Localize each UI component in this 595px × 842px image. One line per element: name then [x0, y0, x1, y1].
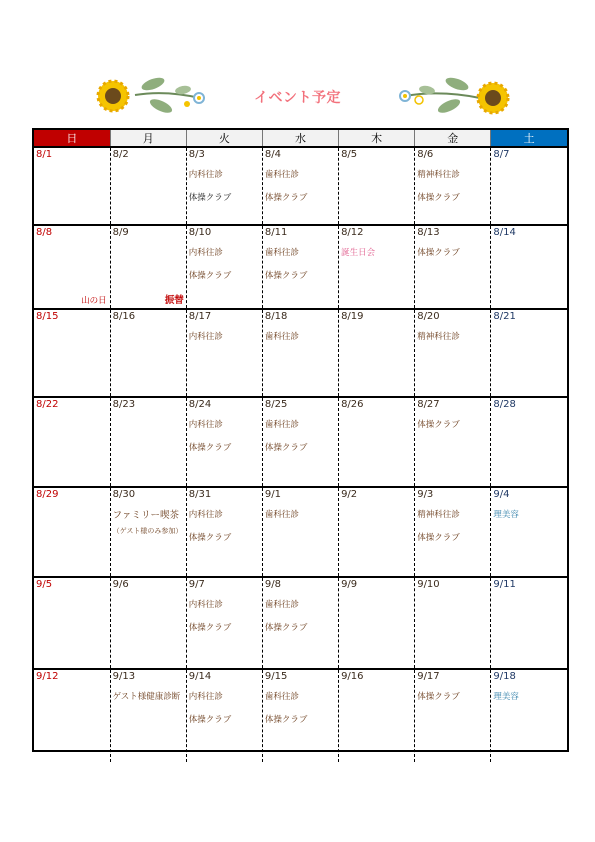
day-cell[interactable] [110, 147, 186, 225]
day-cell[interactable] [415, 487, 491, 577]
week-row [34, 225, 567, 309]
event-label: 体操クラブ [188, 193, 232, 203]
day-cell[interactable] [110, 577, 186, 669]
event-label: 内科往診 [188, 420, 223, 430]
event-label: 体操クラブ [264, 193, 308, 203]
event-label: 体操クラブ [188, 443, 232, 453]
event-label: 精神科往診 [417, 332, 460, 342]
calendar [32, 128, 569, 752]
date-label: 9/3 [417, 489, 434, 500]
day-cell[interactable] [339, 577, 415, 669]
date-label: 9/10 [417, 579, 440, 590]
date-label: 8/13 [417, 227, 440, 238]
day-cell[interactable] [339, 487, 415, 577]
event-label: （ゲスト様のみ参加） [112, 527, 183, 535]
date-label: 9/16 [341, 671, 364, 682]
week-row [34, 669, 567, 762]
date-label: 9/18 [493, 671, 516, 682]
date-label: 9/2 [341, 489, 358, 500]
day-cell[interactable] [262, 225, 338, 309]
week-row [34, 309, 567, 397]
week-row [34, 397, 567, 487]
day-cell[interactable] [415, 669, 491, 762]
weekday-sunday: 日 [34, 130, 110, 147]
date-label: 8/21 [493, 311, 516, 322]
date-label: 8/3 [188, 149, 205, 160]
event-label: 内科往診 [188, 332, 223, 342]
day-cell[interactable] [339, 309, 415, 397]
date-label: 8/7 [493, 149, 510, 160]
event-label: 内科往診 [188, 600, 223, 610]
date-label: 9/11 [493, 579, 516, 590]
holiday-label: 振替 [164, 295, 184, 306]
day-cell[interactable] [186, 397, 262, 487]
day-cell[interactable] [34, 147, 110, 225]
calendar-table [34, 130, 567, 762]
day-cell[interactable] [34, 397, 110, 487]
date-label: 8/15 [36, 311, 59, 322]
day-cell[interactable] [262, 309, 338, 397]
date-label: 8/19 [341, 311, 364, 322]
day-cell[interactable] [110, 309, 186, 397]
day-cell[interactable] [262, 397, 338, 487]
event-label: 理美容 [493, 510, 519, 520]
event-label: 体操クラブ [417, 248, 460, 258]
week-row [34, 147, 567, 225]
day-cell[interactable] [110, 225, 186, 309]
date-label: 9/7 [188, 579, 205, 590]
day-cell[interactable] [491, 147, 567, 225]
day-cell[interactable] [415, 309, 491, 397]
date-label: 9/17 [417, 671, 440, 682]
date-label: 8/17 [188, 311, 212, 322]
date-label: 8/10 [188, 227, 212, 238]
day-cell[interactable] [415, 147, 491, 225]
day-cell[interactable] [110, 487, 186, 577]
day-cell[interactable] [34, 309, 110, 397]
holiday-label: 山の日 [81, 296, 107, 306]
day-cell[interactable] [34, 225, 110, 309]
weekday-saturday: 土 [491, 130, 567, 147]
day-cell[interactable] [491, 309, 567, 397]
weekday-friday: 金 [415, 130, 491, 147]
day-cell[interactable] [262, 147, 338, 225]
event-label: 誕生日会 [341, 248, 376, 258]
date-label: 8/14 [493, 227, 516, 238]
event-label: 精神科往診 [417, 170, 460, 180]
date-label: 8/22 [36, 399, 59, 410]
event-label: 体操クラブ [264, 623, 308, 633]
date-label: 8/11 [264, 227, 288, 238]
event-label: 体操クラブ [264, 271, 308, 281]
day-cell[interactable] [339, 397, 415, 487]
date-label: 9/13 [112, 671, 136, 682]
event-label: 歯科往診 [264, 248, 299, 258]
date-label: 9/15 [264, 671, 288, 682]
day-cell[interactable] [186, 225, 262, 309]
day-cell[interactable] [186, 487, 262, 577]
page-title: イベント予定 [254, 90, 341, 106]
weekday-header [34, 130, 567, 147]
event-label: 体操クラブ [417, 533, 460, 543]
event-label: 体操クラブ [188, 271, 232, 281]
day-cell[interactable] [262, 577, 338, 669]
day-cell[interactable] [34, 669, 110, 762]
date-label: 9/1 [264, 489, 282, 500]
event-label: 歯科往診 [264, 600, 299, 610]
day-cell[interactable] [262, 669, 338, 762]
date-label: 8/20 [417, 311, 440, 322]
day-cell[interactable] [491, 577, 567, 669]
weekday-wednesday: 水 [262, 130, 338, 147]
date-label: 9/4 [493, 489, 510, 500]
day-cell[interactable] [415, 225, 491, 309]
day-cell[interactable] [491, 669, 567, 762]
date-label: 8/9 [112, 227, 129, 238]
day-cell[interactable] [339, 147, 415, 225]
date-label: 8/27 [417, 399, 440, 410]
date-label: 8/26 [341, 399, 364, 410]
day-cell[interactable] [415, 577, 491, 669]
day-cell[interactable] [339, 225, 415, 309]
date-label: 8/25 [264, 399, 288, 410]
date-label: 8/23 [112, 399, 136, 410]
date-label: 8/30 [112, 489, 136, 500]
day-cell[interactable] [491, 487, 567, 577]
day-cell[interactable] [186, 669, 262, 762]
event-label: 内科往診 [188, 510, 223, 520]
day-cell[interactable] [110, 397, 186, 487]
sunflower-icon [385, 60, 515, 130]
day-cell[interactable] [262, 487, 338, 577]
weekday-monday: 月 [110, 130, 186, 147]
day-cell[interactable] [186, 577, 262, 669]
date-label: 8/16 [112, 311, 136, 322]
day-cell[interactable] [339, 669, 415, 762]
date-label: 9/5 [36, 579, 53, 590]
event-label: 内科往診 [188, 692, 223, 702]
date-label: 9/8 [264, 579, 282, 590]
week-row [34, 577, 567, 669]
event-label: ゲスト様健康診断 [112, 692, 181, 702]
date-label: 8/6 [417, 149, 434, 160]
date-label: 8/29 [36, 489, 59, 500]
event-label: 歯科往診 [264, 510, 299, 520]
date-label: 8/5 [341, 149, 358, 160]
date-label: 8/1 [36, 149, 53, 160]
day-cell[interactable] [34, 487, 110, 577]
date-label: 8/2 [112, 149, 129, 160]
weekday-thursday: 木 [339, 130, 415, 147]
date-label: 8/28 [493, 399, 516, 410]
date-label: 8/12 [341, 227, 364, 238]
event-label: 体操クラブ [417, 193, 460, 203]
date-label: 9/14 [188, 671, 212, 682]
date-label: 8/4 [264, 149, 282, 160]
day-cell[interactable] [110, 669, 186, 762]
header [0, 60, 595, 130]
event-label: 歯科往診 [264, 332, 299, 342]
event-label: ファミリー喫茶 [112, 510, 179, 521]
date-label: 9/12 [36, 671, 59, 682]
event-label: 歯科往診 [264, 692, 299, 702]
date-label: 8/8 [36, 227, 53, 238]
event-label: 体操クラブ [188, 623, 232, 633]
week-row [34, 487, 567, 577]
day-cell[interactable] [34, 577, 110, 669]
weekday-tuesday: 火 [186, 130, 262, 147]
date-label: 8/31 [188, 489, 212, 500]
day-cell[interactable] [415, 397, 491, 487]
event-label: 体操クラブ [417, 692, 460, 702]
event-label: 理美容 [493, 692, 519, 702]
date-label: 8/24 [188, 399, 212, 410]
event-label: 歯科往診 [264, 420, 299, 430]
event-label: 体操クラブ [188, 533, 232, 543]
event-label: 精神科往診 [417, 510, 460, 520]
day-cell[interactable] [186, 309, 262, 397]
event-label: 内科往診 [188, 170, 223, 180]
event-label: 体操クラブ [264, 443, 308, 453]
event-label: 体操クラブ [188, 715, 232, 725]
day-cell[interactable] [491, 225, 567, 309]
date-label: 9/9 [341, 579, 358, 590]
day-cell[interactable] [491, 397, 567, 487]
event-label: 体操クラブ [417, 420, 460, 430]
date-label: 8/18 [264, 311, 288, 322]
day-cell[interactable] [186, 147, 262, 225]
date-label: 9/6 [112, 579, 129, 590]
event-label: 歯科往診 [264, 170, 299, 180]
event-label: 内科往診 [188, 248, 223, 258]
event-label: 体操クラブ [264, 715, 308, 725]
